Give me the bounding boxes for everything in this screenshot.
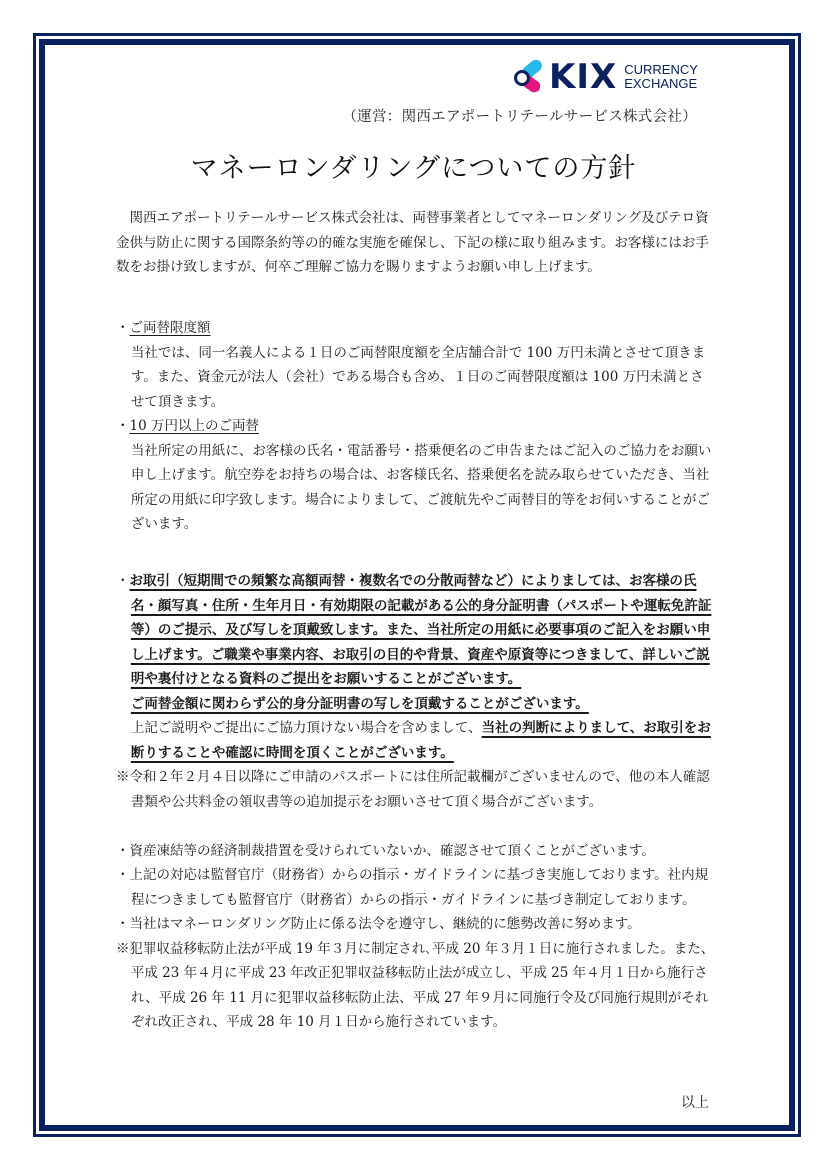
bullet: ・	[116, 418, 130, 434]
passport-note: ※令和２年２月４日以降にご申請のパスポートには住所記載欄がございませんので、他の本人確認書類や公共料金の領収書等の追加提示をお願いさせて頂く場合がございます。	[116, 769, 710, 810]
logo-line-1: CURRENCY	[624, 62, 698, 77]
operator-note: （運営：関西エアポートリテールサービス株式会社）	[342, 109, 697, 125]
intro-paragraph: 関西エアポートリテールサービス株式会社は、両替事業者としてマネーロンダリング及びテロ資金供与防止に関する国際条約等の的確な実施を確保し、下記の様に取り組みます。お客様にはお手数をお掛け致しますが、何卒ご理解ご協力を賜りますようお願い申し上げます。	[116, 210, 709, 275]
transactions-warning: お取引（短期間での頻繁な高額両替・複数名での分散両替など）によりましては、お客様の氏名・顔写真・住所・生年月日・有効期限の記載がある公的身分証明書（パスポートや運転免許証等）のご提示、及び写しを頂戴致します。また、当社所定の用紙に必要事項のご記入をお願い申し上げます。ご職業や事業内容、お取引の目的や背景、資産や原資等につきまして、詳しいご説明や裏付けとなる資料のご提出をお願いすることがございます。	[129, 573, 712, 687]
id-copy-warning: ご両替金額に関わらず公的身分証明書の写しを頂戴することがございます。	[130, 695, 589, 712]
page-title: マネーロンダリングについての方針	[190, 153, 637, 184]
refusal-warning: 当社の判断によりまして、お取引をお断りすることや確認に時間を頂くことがございます。	[130, 720, 711, 761]
logo-brand-text: KIX	[549, 57, 618, 97]
section-transactions	[116, 569, 716, 692]
section-over100k-heading	[116, 414, 716, 439]
bullet: ・	[116, 320, 130, 336]
list-item-guidelines: ・上記の対応は監督官庁（財務省）からの指示・ガイドラインに基づき実施しております。社内規程につきましても監督官庁（財務省）からの指示・ガイドラインに基づき制定しております。	[116, 867, 709, 908]
section-limit-heading	[116, 316, 716, 341]
section-over100k-title: 10 万円以上のご両替	[129, 418, 259, 434]
closing-mark: 以上	[681, 1095, 709, 1111]
list-item-compliance: ・当社はマネーロンダリング防止に係る法令を遵守し、継続的に態勢改善に努めます。	[116, 916, 641, 932]
section-limit-title: ご両替限度額	[129, 320, 211, 336]
transactions-copy-note	[116, 692, 716, 717]
bullet: ・	[116, 573, 130, 589]
document-body	[116, 206, 716, 1035]
logo-mark-icon	[513, 61, 543, 93]
kix-currency-exchange-logo	[513, 57, 698, 97]
law-note: ※犯罪収益移転防止法が平成 19 年３月に制定され､平成 20 年３月１日に施行されました。また、平成 23 年４月に平成 23 年改正犯罪収益移転防止法が成立し、平成 25 年４月１日から施行され、平成 26 年 11 月に犯罪収益移転防止法、平成 27 年９月に同施行令及び同施行規則がそれぞれ改正され、平成 28 年 10 月１日から施行されています。	[116, 940, 715, 1030]
section-limit-body: 当社では、同一名義人による１日のご両替限度額を全店舗合計で 100 万円未満とさせて頂きます。また、資金元が法人（会社）である場合も含め、１日のご両替限度額は 100 万円未満とさせて頂きます。	[130, 344, 706, 410]
section-over100k-body: 当社所定の用紙に、お客様の氏名・電話番号・搭乗便名のご申告またはご記入のご協力をお願い申し上げます。航空券をお持ちの場合は、お客様氏名、搭乗便名を読み取らせていただき、当社所定の用紙に印字致します。場合によりまして、ご渡航先やご両替目的等をお伺いすることがございます。	[130, 442, 712, 532]
logo-line-2: EXCHANGE	[624, 76, 698, 91]
logo-subtitle	[624, 63, 698, 91]
list-item-sanctions: ・資産凍結等の経済制裁措置を受けられていないか、確認させて頂くことがございます。	[116, 842, 655, 859]
transactions-refusal-note	[116, 716, 716, 765]
refusal-prefix: 上記ご説明やご提出にご協力頂けない場合を含めまして、	[130, 720, 482, 736]
